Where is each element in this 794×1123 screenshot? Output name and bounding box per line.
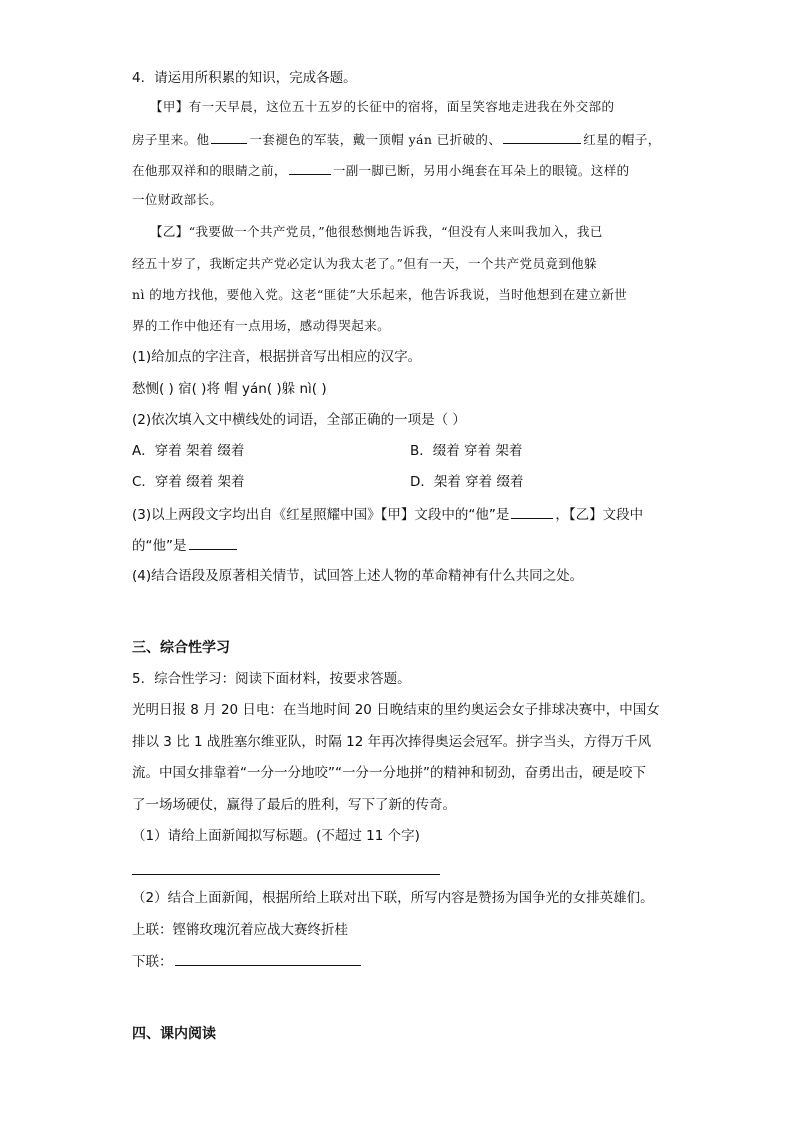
- jia-line-4: 一位财政部长。: [132, 192, 223, 207]
- option-a[interactable]: A．穿着 架着 缀着: [132, 443, 245, 459]
- yi-line-2: 经五十岁了，我断定共产党必定认为我太老了。”但有一天，一个共产党员竟到他躲: [132, 256, 597, 271]
- jia-line-2: 房子里来。他 一套褪色的军装，戴一顶帽 yán 已折破的、 红星的帽子，: [132, 129, 661, 150]
- yi-line-4: 界的工作中他还有一点用场，感动得哭起来。: [132, 318, 391, 333]
- answer-line-xialian[interactable]: [175, 951, 361, 966]
- section3-heading: 三、综合性学习: [132, 640, 230, 656]
- news-line-2: 排以 3 比 1 战胜塞尔维亚队，时隔 12 年再次捧得奥运会冠军。拼字当头，方得万千风: [132, 734, 652, 750]
- shanglian: 上联：铿锵玫瑰沉着应战大赛终折桂: [132, 922, 348, 938]
- q4-sub4: (4)结合语段及原著相关情节，试回答上述人物的革命精神有什么共同之处。: [132, 568, 584, 584]
- q5-sub2: （2）结合上面新闻，根据所给上联对出下联，所写内容是赞扬为国争光的女排英雄们。: [132, 890, 654, 906]
- blank-sub3-b[interactable]: [189, 535, 237, 550]
- news-line-4: 了一场场硬仗，赢得了最后的胜利，写下了新的传奇。: [132, 797, 456, 813]
- answer-line-title[interactable]: [132, 874, 440, 875]
- blank-sub3-a[interactable]: [511, 504, 553, 519]
- section4-heading: 四、课内阅读: [132, 1026, 216, 1042]
- blank-1[interactable]: [211, 129, 247, 144]
- yi-line-3: nì 的地方找他，要他入党。这老“匪徒”大乐起来，他告诉我说，当时他想到在建立新世: [132, 287, 628, 302]
- jia-line-3: 在他那双祥和的眼睛之前， 一副一脚已断，另用小绳套在耳朵上的眼镜。这样的: [132, 160, 630, 181]
- xialian-row: 下联：: [132, 951, 363, 972]
- q4-sub3-line1: (3)以上两段文字均出自《红星照耀中国》【甲】文段中的“他”是 ，【乙】文段中: [132, 504, 643, 525]
- q4-sub2: (2)依次填入文中横线处的词语，全部正确的一项是（ ）: [132, 412, 466, 428]
- yi-line-1: 【乙】“我要做一个共产党员，”他很愁恻地告诉我，“但没有人来叫我加入，我已: [150, 224, 603, 239]
- option-d[interactable]: D．架着 穿着 缀着: [410, 474, 524, 490]
- option-c[interactable]: C．穿着 缀着 架着: [132, 474, 245, 490]
- blank-2[interactable]: [503, 129, 581, 144]
- q4-sub1: (1)给加点的字注音，根据拼音写出相应的汉字。: [132, 349, 422, 365]
- q4-title: 4．请运用所积累的知识，完成各题。: [132, 70, 357, 86]
- q4-sub3-line2: 的“他”是: [132, 535, 239, 556]
- jia-line-1: 【甲】有一天早晨，这位五十五岁的长征中的宿将，面呈笑容地走进我在外交部的: [150, 99, 615, 114]
- news-line-3: 流。中国女排靠着“一分一分地咬”“一分一分地拼”的精神和韧劲，奋勇出击，硬是咬下: [132, 765, 646, 781]
- q4-sub1-items: 愁恻( ) 宿( )将 帽 yán( )躲 nì( ): [132, 381, 327, 397]
- news-line-1: 光明日报 8 月 20 日电：在当地时间 20 日晚结束的里约奥运会女子排球决赛中，中国女: [132, 702, 660, 718]
- q5-sub1: （1）请给上面新闻拟写标题。(不超过 11 个字): [132, 828, 420, 844]
- q5-title: 5．综合性学习：阅读下面材料，按要求答题。: [132, 671, 411, 687]
- blank-3[interactable]: [289, 160, 331, 175]
- option-b[interactable]: B．缀着 穿着 架着: [410, 443, 523, 459]
